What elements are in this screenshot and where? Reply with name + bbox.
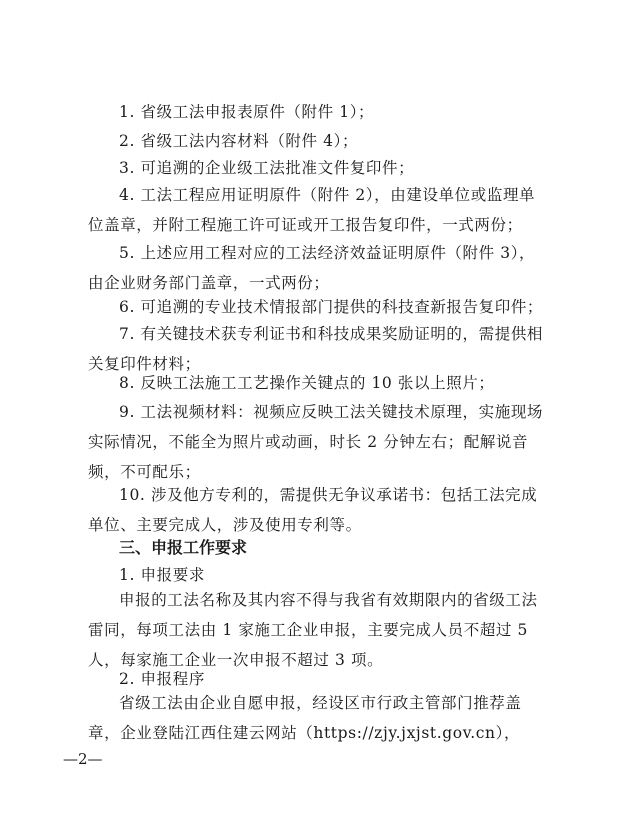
- list-item: 1. 省级工法申报表原件（附件 1）；: [119, 103, 375, 121]
- section-heading: 三、申报工作要求: [119, 538, 248, 557]
- paragraph: 省级工法由企业自愿申报，经设区市行政主管部门推荐盖章，企业登陆江西住建云网站（https://zjy.jxjst.gov.cn），: [88, 694, 522, 742]
- subsection-title: 1. 申报要求: [119, 566, 205, 584]
- list-item: 5. 上述应用工程对应的工法经济效益证明原件（附件 3），由企业财务部门盖章，一式两份；: [88, 244, 536, 292]
- list-item: 10. 涉及他方专利的，需提供无争议承诺书：包括工法完成单位、主要完成人，涉及使用专利等。: [88, 486, 538, 534]
- list-item: 8. 反映工法施工工艺操作关键点的 10 张以上照片；: [119, 374, 495, 392]
- paragraph: 申报的工法名称及其内容不得与我省有效期限内的省级工法雷同，每项工法由 1 家施工企业申报，主要完成人员不超过 5 人，每家施工企业一次申报不超过 3 项。: [88, 591, 538, 669]
- list-item: 4. 工法工程应用证明原件（附件 2），由建设单位或监理单位盖章，并附工程施工许可证或开工报告复印件，一式两份；: [88, 186, 536, 234]
- list-item: 7. 有关键技术获专利证书和科技成果奖励证明的，需提供相关复印件材料；: [88, 325, 544, 373]
- list-item: 6. 可追溯的专业技术情报部门提供的科技查新报告复印件；: [119, 298, 544, 316]
- subsection-title: 2. 申报程序: [119, 670, 205, 688]
- list-item: 2. 省级工法内容材料（附件 4）；: [119, 132, 359, 150]
- list-item: 3. 可追溯的企业级工法批准文件复印件；: [119, 159, 415, 177]
- list-item: 9. 工法视频材料：视频应反映工法关键技术原理，实施现场实际情况，不能全为照片或动画，时长 2 分钟左右；配解说音频，不可配乐；: [88, 403, 544, 481]
- page-number: —2—: [63, 750, 103, 768]
